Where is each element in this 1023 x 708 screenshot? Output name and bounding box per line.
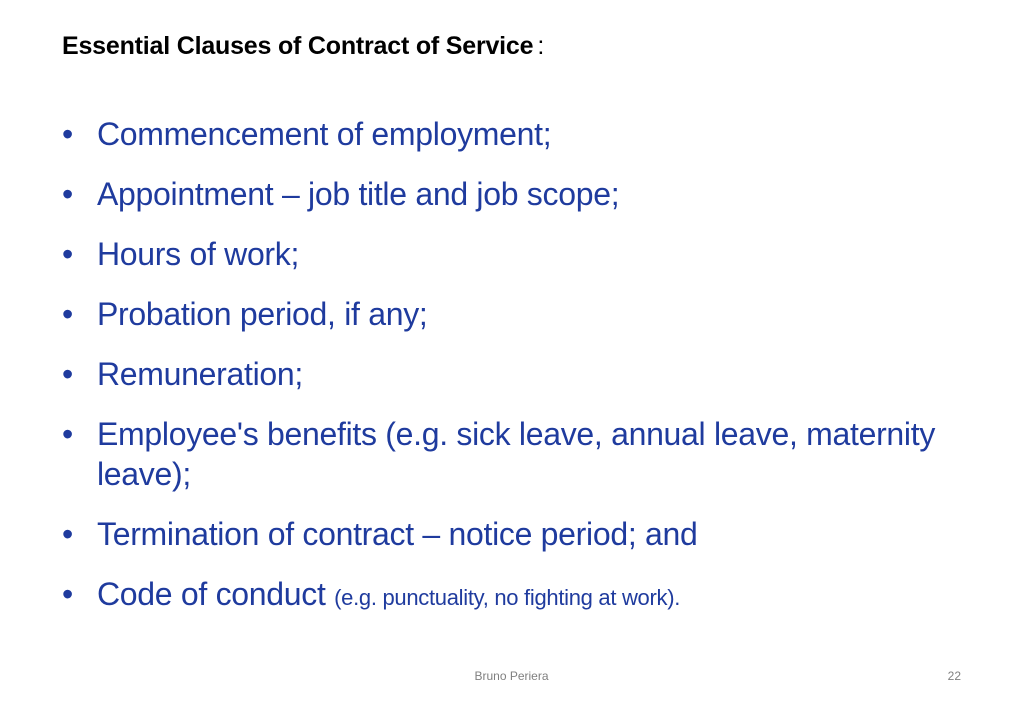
bullet-item-hours — [62, 234, 962, 274]
bullet-item-commencement — [62, 114, 962, 154]
bullet-dot-icon: • — [62, 236, 73, 272]
bullet-dot-icon: • — [62, 176, 73, 212]
bullet-text: Hours of work; — [97, 236, 300, 272]
bullet-item-remuneration — [62, 354, 962, 394]
bullet-item-termination — [62, 514, 962, 554]
bullet-item-probation — [62, 294, 962, 334]
bullet-text: Code of conduct — [97, 576, 326, 612]
bullet-dot-icon: • — [62, 416, 73, 452]
bullet-dot-icon: • — [62, 116, 73, 152]
footer-author: Bruno Periera — [474, 669, 549, 683]
bullet-dot-icon: • — [62, 576, 73, 612]
bullet-dot-icon: • — [62, 356, 73, 392]
title-text: Essential Clauses of Contract of Service — [62, 32, 534, 60]
bullet-note: (e.g. punctuality, no fighting at work). — [334, 585, 681, 610]
bullet-text: Probation period, if any; — [97, 296, 428, 332]
bullet-text: Employee's benefits (e.g. sick leave, annual leave, maternity leave); — [97, 416, 936, 492]
bullet-dot-icon: • — [62, 296, 73, 332]
bullet-text: Termination of contract – notice period; and — [97, 516, 698, 552]
bullet-text: Commencement of employment; — [97, 116, 552, 152]
bullet-list — [62, 114, 962, 638]
bullet-item-appointment — [62, 174, 962, 214]
bullet-item-code-of-conduct — [62, 574, 962, 618]
footer-page-number: 22 — [947, 669, 961, 683]
bullet-text: Appointment – job title and job scope; — [97, 176, 620, 212]
slide-title — [62, 32, 544, 61]
title-colon: : — [537, 32, 545, 60]
bullet-item-benefits — [62, 414, 962, 494]
bullet-dot-icon: • — [62, 516, 73, 552]
bullet-text: Remuneration; — [97, 356, 303, 392]
